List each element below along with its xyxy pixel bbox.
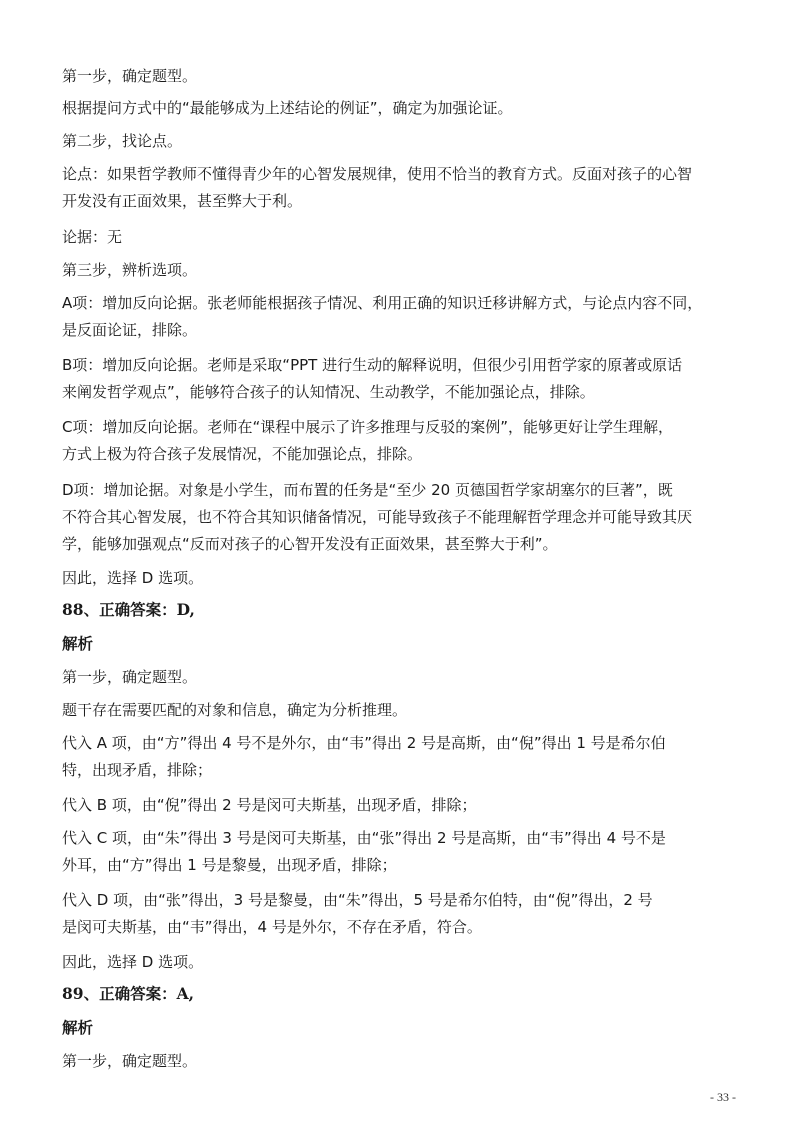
- text-line: 学，能够加强观点“反而对孩子的心智开发没有正面效果，甚至弊大于利”。: [62, 535, 558, 553]
- text-line: 代入 B 项，由“倪”得出 2 号是闵可夫斯基，出现矛盾，排除；: [62, 796, 477, 814]
- text-line: 第一步，确定题型。: [62, 67, 198, 85]
- text-line: 代入 A 项，由“方”得出 4 号不是外尔，由“韦”得出 2 号是高斯，由“倪”得出 1 号是希尔伯: [62, 734, 666, 752]
- analysis-heading: 解析: [62, 1018, 94, 1037]
- answer-heading: 88、正确答案：D,: [62, 600, 195, 619]
- text-line: 来阐发哲学观点”，能够符合孩子的认知情况、生动教学，不能加强论点，排除。: [62, 383, 595, 401]
- text-line: 根据提问方式中的“最能够成为上述结论的例证”，确定为加强论证。: [62, 99, 513, 117]
- analysis-heading: 解析: [62, 634, 94, 653]
- text-line: 因此，选择 D 选项。: [62, 953, 204, 971]
- answer-heading: 89、正确答案：A,: [62, 984, 194, 1003]
- text-line: 第三步，辨析选项。: [62, 261, 198, 279]
- text-line: 开发没有正面效果，甚至弊大于利。: [62, 192, 303, 210]
- text-line: 代入 D 项，由“张”得出，3 号是黎曼，由“朱”得出，5 号是希尔伯特，由“倪”得出，2 号: [62, 891, 653, 909]
- text-line: 因此，选择 D 选项。: [62, 569, 204, 587]
- text-line: 第一步，确定题型。: [62, 668, 198, 686]
- text-line: 代入 C 项，由“朱”得出 3 号是闵可夫斯基，由“张”得出 2 号是高斯，由“韦”得出 4 号不是: [62, 829, 666, 847]
- text-line: 论点：如果哲学教师不懂得青少年的心智发展规律，使用不恰当的教育方式。反面对孩子的心智: [62, 165, 693, 183]
- text-line: 不符合其心智发展，也不符合其知识储备情况，可能导致孩子不能理解哲学理念并可能导致其厌: [62, 508, 693, 526]
- text-line: 外耳，由“方”得出 1 号是黎曼，出现矛盾，排除；: [62, 856, 397, 874]
- text-line: A项：增加反向论据。张老师能根据孩子情况、利用正确的知识迁移讲解方式，与论点内容不同，: [62, 294, 703, 312]
- text-line: 是闵可夫斯基，由“韦”得出，4 号是外尔，不存在矛盾，符合。: [62, 918, 482, 936]
- text-line: 第二步，找论点。: [62, 132, 183, 150]
- text-line: 题干存在需要匹配的对象和信息，确定为分析推理。: [62, 701, 408, 719]
- text-line: C项：增加反向论据。老师在“课程中展示了许多推理与反驳的案例”，能够更好让学生理解，: [62, 418, 674, 436]
- text-line: B项：增加反向论据。老师是采取“PPT 进行生动的解释说明，但很少引用哲学家的原著或原话: [62, 356, 683, 374]
- page-number: - 33 -: [710, 1090, 736, 1104]
- text-line: 第一步，确定题型。: [62, 1052, 198, 1070]
- text-line: 方式上极为符合孩子发展情况，不能加强论点，排除。: [62, 445, 423, 463]
- text-line: 特，出现矛盾，排除；: [62, 761, 213, 779]
- text-line: 是反面论证，排除。: [62, 321, 198, 339]
- text-line: 论据：无: [62, 228, 123, 246]
- text-line: D项：增加论据。对象是小学生，而布置的任务是“至少 20 页德国哲学家胡塞尔的巨著”，既: [62, 481, 673, 499]
